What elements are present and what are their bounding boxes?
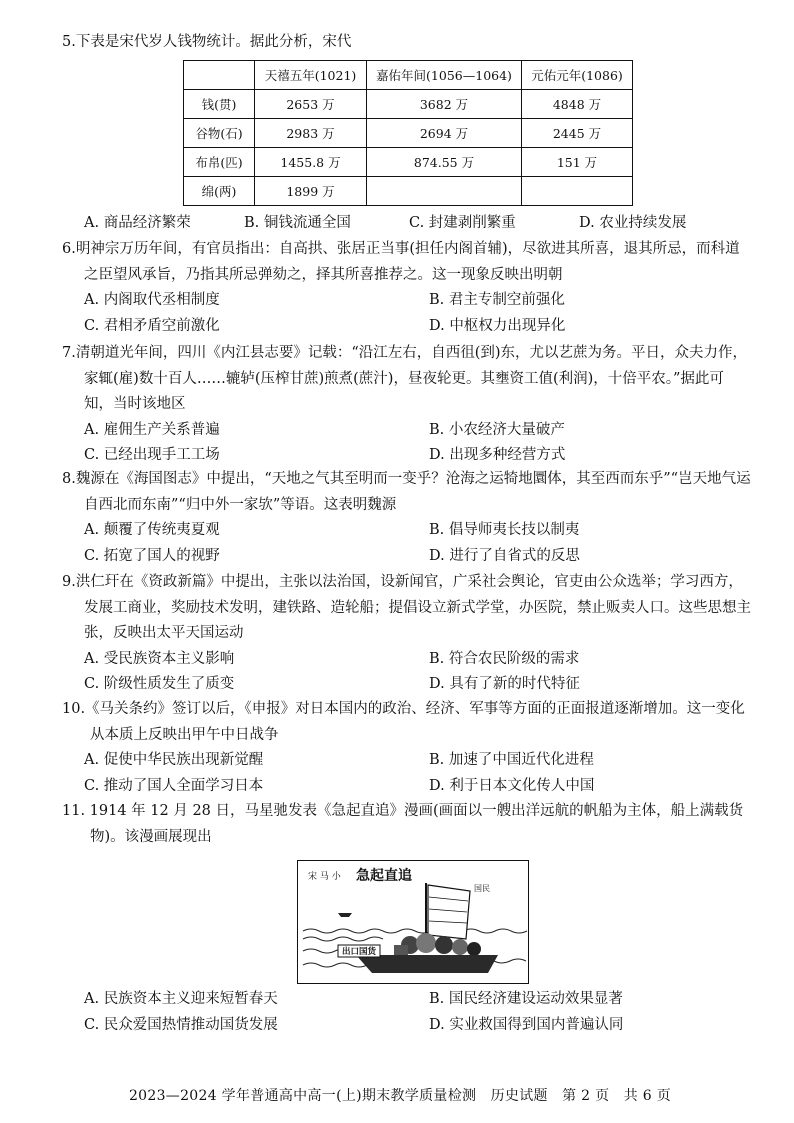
wave-line [303, 937, 383, 941]
option-a: A. 民族资本主义迎来短暂春天 [84, 991, 278, 1007]
option-a: A. 受民族资本主义影响 [84, 650, 235, 667]
table-header-row [184, 61, 633, 90]
table-row [184, 90, 633, 119]
cartoon-corner-text: 宋 马 小 [308, 872, 341, 882]
question-11-stem: 11. 1914 年 12 月 28 日，马星驰发表《急起直追》漫画(画面以一艘出洋远航的帆船为主体，船上满载货物)。该漫画展现出 [62, 803, 744, 845]
cartoon-image [297, 860, 529, 984]
option-c: C. 推动了国人全面学习日本 [84, 777, 264, 794]
cargo-bundle [416, 933, 436, 953]
question-5-table [183, 60, 633, 206]
table-cell: 1899 万 [255, 177, 367, 206]
question-6 [62, 237, 752, 339]
option-b: B. 君主专制空前强化 [429, 292, 565, 308]
cartoon-title: 急起直追 [356, 868, 412, 884]
question-5-stem: 5.下表是宋代岁人钱物统计。据此分析，宋代 [62, 34, 352, 50]
question-8-options [84, 518, 752, 569]
question-8 [62, 467, 752, 569]
question-9-stem: 9.洪仁玕在《资政新篇》中提出，主张以法治国，设新闻官，广采社会舆论，官吏由公众选举；学习西方，发展工商业，奖励技术发明，建铁路、造轮船；提倡设立新式学堂，办医院，禁止贩卖人口。这些思想主张，反映出太平天国运动 [62, 574, 751, 641]
option-a: A. 商品经济繁荣 [84, 215, 191, 231]
sail-flag-text: 国民 [474, 884, 490, 893]
cartoon-drawing [298, 861, 528, 983]
option-d: D. 出现多种经营方式 [429, 447, 566, 463]
option-d: D. 中枢权力出现异化 [429, 317, 566, 334]
question-6-options [84, 288, 752, 339]
option-d: D. 实业救国得到国内普遍认同 [429, 1016, 624, 1033]
question-5-options [84, 211, 774, 237]
option-d: D. 农业持续发展 [579, 215, 687, 231]
table-cell [367, 177, 522, 206]
table-header-cell [184, 61, 255, 90]
cargo-bundle [467, 942, 481, 956]
table-header-cell: 元佑元年(1086) [522, 61, 633, 90]
option-b: B. 符合农民阶级的需求 [429, 650, 580, 667]
table-cell: 绵(两) [184, 177, 255, 206]
option-d: D. 利于日本文化传人中国 [429, 777, 595, 794]
question-9 [62, 570, 752, 698]
table-header-cell: 天禧五年(1021) [255, 61, 367, 90]
table-header-cell: 嘉佑年间(1056—1064) [367, 61, 522, 90]
table-cell: 1455.8 万 [255, 148, 367, 177]
table-row [184, 119, 633, 148]
option-c: C. 拓宽了国人的视野 [84, 547, 220, 564]
distant-boat [338, 913, 352, 917]
cargo-bundle [435, 936, 453, 954]
table-cell: 2694 万 [367, 119, 522, 148]
option-c: C. 阶级性质发生了质变 [84, 676, 235, 692]
question-5 [62, 30, 752, 56]
option-c: C. 君相矛盾空前激化 [84, 317, 220, 334]
table-cell: 钱(贯) [184, 90, 255, 119]
question-7 [62, 341, 752, 469]
table-row [184, 177, 633, 206]
question-11-options [84, 987, 752, 1038]
table-cell: 2653 万 [255, 90, 367, 119]
question-9-options [84, 647, 752, 698]
option-a: A. 促使中华民族出现新觉醒 [84, 752, 264, 768]
table-cell: 谷物(石) [184, 119, 255, 148]
cargo-box [394, 945, 408, 955]
table-cell: 2983 万 [255, 119, 367, 148]
table-cell: 4848 万 [522, 90, 633, 119]
question-7-stem: 7.清朝道光年间，四川《内江县志要》记载：“沿江左右，自西徂(到)东，尤以艺蔗为务。平日，众夫力作，家辄(雇)数十百人……辘轳(压榨甘蔗)煎煮(蔗汁)，昼夜轮更。其壅资工值(利润)，十倍平农。”据此可知，当时该地区 [62, 345, 748, 412]
question-11-options-block [62, 987, 752, 1038]
option-a: A. 颠覆了传统夷夏观 [84, 522, 220, 538]
table-cell [522, 177, 633, 206]
question-10-stem: 10.《马关条约》签订以后，《申报》对日本国内的政治、经济、军事等方面的正面报道逐渐增加。这一变化从本质上反映出甲午中日战争 [62, 701, 745, 743]
option-a: A. 雇佣生产关系普遍 [84, 421, 220, 438]
option-b: B. 国民经济建设运动效果显著 [429, 991, 623, 1007]
question-6-stem: 6.明神宗万历年间，有官员指出：自高拱、张居正当事(担任内阁首辅)，尽欲进其所喜，退其所忌，而科道之臣望风承旨，乃指其所忌弹劾之，择其所喜推荐之。这一现象反映出明朝 [62, 241, 740, 283]
question-10-options [84, 748, 752, 799]
option-b: B. 小农经济大量破产 [429, 421, 565, 438]
question-7-options [84, 418, 752, 469]
option-b: B. 加速了中国近代化进程 [429, 752, 594, 768]
table-cell: 3682 万 [367, 90, 522, 119]
cargo-bundle [452, 939, 468, 955]
question-11 [62, 799, 752, 850]
table-cell: 2445 万 [522, 119, 633, 148]
wave-line [303, 929, 527, 933]
table-cell: 874.55 万 [367, 148, 522, 177]
option-c: C. 已经出现手工工场 [84, 447, 220, 463]
option-c: C. 封建剥削繁重 [409, 215, 516, 231]
option-b: B. 倡导师夷长技以制夷 [429, 522, 580, 538]
hull-tag-text: 出口国货 [342, 947, 377, 957]
option-a: A. 内阁取代丞相制度 [84, 292, 220, 308]
table-row [184, 148, 633, 177]
question-10 [62, 697, 752, 799]
option-c: C. 民众爱国热情推动国货发展 [84, 1016, 278, 1033]
option-d: D. 具有了新的时代特征 [429, 676, 580, 692]
question-8-stem: 8.魏源在《海国图志》中提出，“天地之气其至明而一变乎？沧海之运犄地圜体，其至西而东乎”“岂天地气运自西北而东南”“归中外一家欤”等语。这表明魏源 [62, 471, 751, 513]
table-cell: 布帛(匹) [184, 148, 255, 177]
table-cell: 151 万 [522, 148, 633, 177]
page-footer: 2023—2024 学年普通高中高一(上)期末教学质量检测 历史试题 第 2 页 共 6 页 [128, 1088, 672, 1104]
boat-hull [356, 955, 498, 973]
option-d: D. 进行了自省式的反思 [429, 547, 580, 564]
option-b: B. 铜钱流通全国 [244, 215, 351, 231]
